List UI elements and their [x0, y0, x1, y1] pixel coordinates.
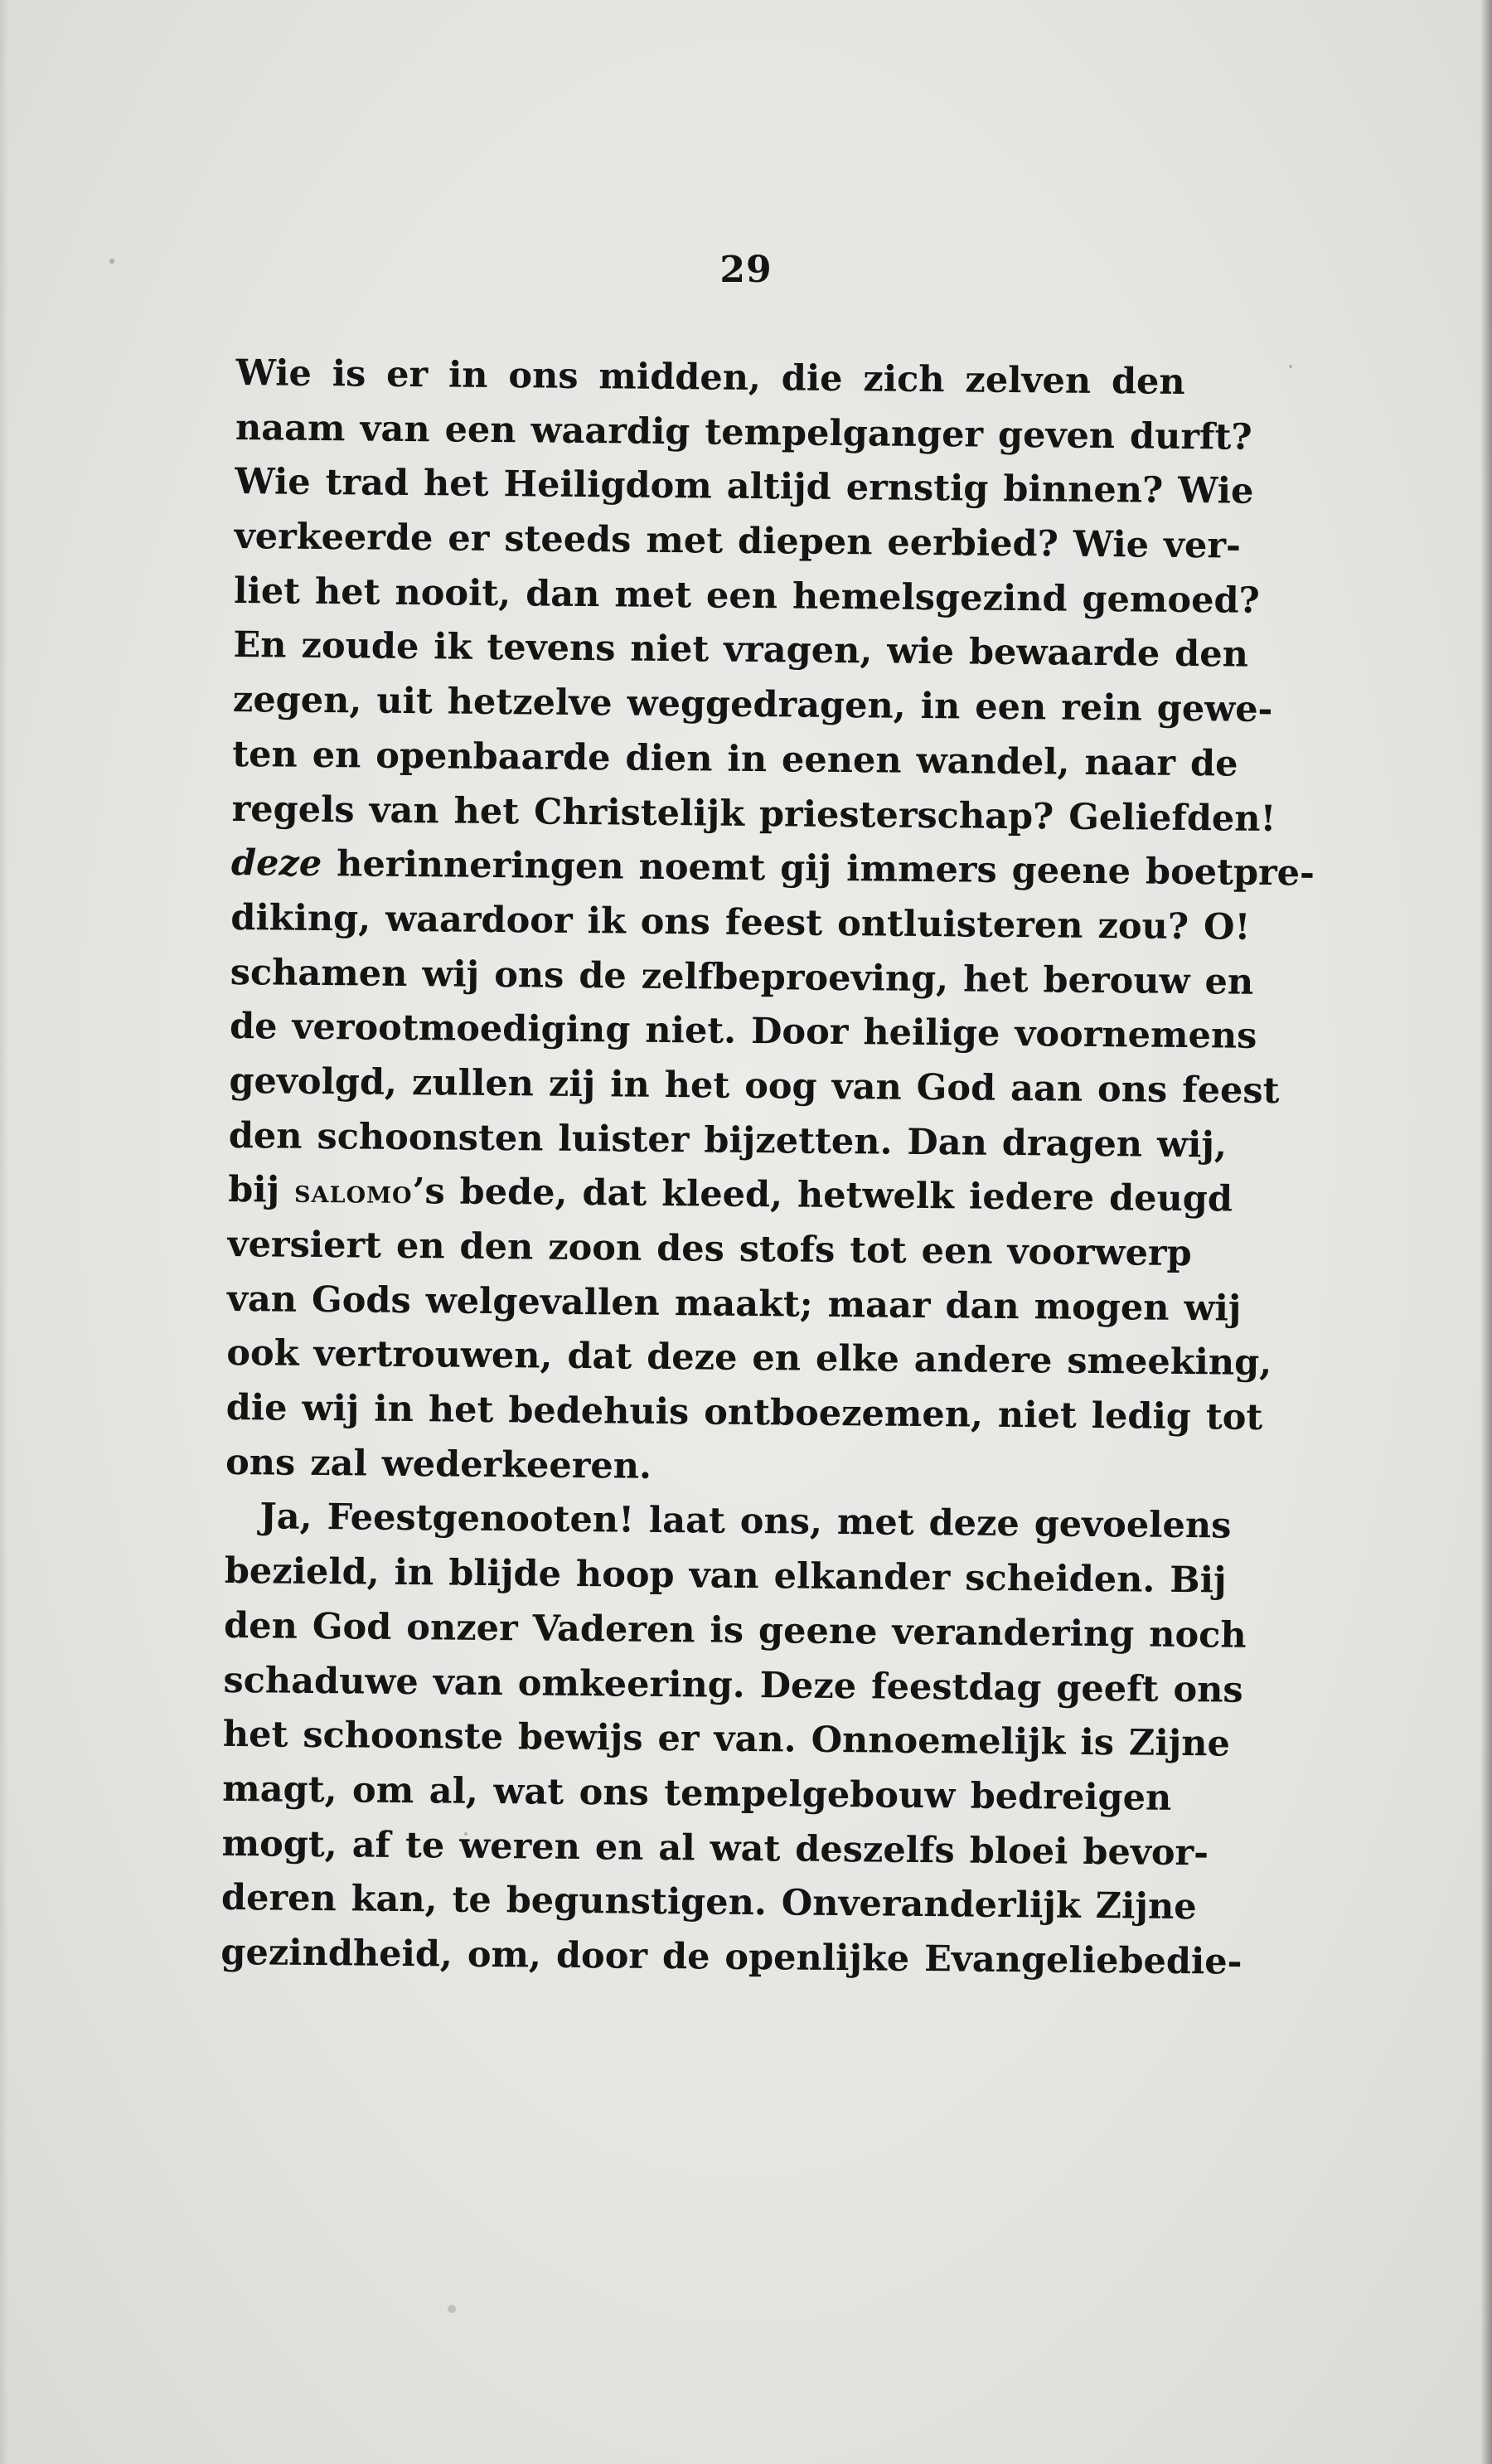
text-line: liet het nooit, dan met een hemelsgezind gemoed?	[233, 570, 1260, 622]
text-line: regels van het Christelijk priesterschap? Geliefden!	[231, 788, 1276, 840]
text-line: van Gods welgevallen maakt; maar dan mogen wij	[226, 1278, 1242, 1330]
text-line-paragraph-start: Ja, Feestgenooten! laat ons, met deze gevoelens	[259, 1496, 1232, 1548]
line-start: bij	[227, 1169, 295, 1212]
text-line: En zoude ik tevens niet vragen, wie bewaarde den	[233, 624, 1249, 677]
text-line: die wij in het bedehuis ontboezemen, niet ledig tot	[225, 1387, 1263, 1439]
text-line: den schoonsten luister bijzetten. Dan dragen wij,	[228, 1114, 1228, 1167]
text-line: naam van een waardig tempelganger geven durft?	[235, 406, 1252, 458]
text-line: schaduwe van omkeering. Deze feestdag geeft ons	[223, 1659, 1243, 1711]
text-line: diking, waardoor ik ons feest ontluisteren zou? O!	[230, 896, 1251, 948]
italic-word: deze	[230, 842, 322, 885]
paper-speck	[1289, 365, 1292, 368]
text-line: magt, om al, wat ons tempelgebouw bedreigen	[222, 1768, 1172, 1819]
text-line: Wie is er in ons midden, die zich zelven den	[235, 352, 1185, 403]
smallcaps-name: salomo	[293, 1172, 413, 1211]
text-line: verkeerde er steeds met diepen eerbied? Wie ver-	[234, 516, 1242, 567]
text-line: deren kan, te begunstigen. Onveranderlijk Zijne	[220, 1877, 1197, 1928]
text-line: zegen, uit hetzelve weggedragen, in een rein gewe-	[232, 679, 1273, 731]
text-line: bezield, in blijde hoop van elkander scheiden. Bij	[224, 1550, 1227, 1602]
text-line: gevolgd, zullen zij in het oog van God aan ons feest	[229, 1060, 1280, 1113]
body-text	[220, 347, 1315, 1990]
text-line: den God onzer Vaderen is geene verandering noch	[223, 1604, 1247, 1656]
text-line: ten en openbaarde dien in eenen wandel, naar de	[232, 733, 1238, 785]
text-line: gezindheid, om, door de openlijke Evangeliebedie-	[220, 1931, 1243, 1983]
text-line-smallcaps	[227, 1163, 1233, 1227]
page-number: 29	[719, 249, 773, 291]
line-remainder: herinneringen noemt gij immers geene boetpre-	[321, 843, 1315, 895]
text-line: ook vertrouwen, dat deze en elke andere smeeking,	[226, 1332, 1272, 1385]
text-line: schamen wij ons de zelfbeproeving, het berouw en	[230, 951, 1254, 1003]
page-left-shadow	[0, 0, 8, 2464]
text-line: het schoonste bewijs er van. Onnoemelijk is Zijne	[222, 1714, 1231, 1765]
line-remainder: ’s bede, dat kleed, hetwelk iedere deugd	[412, 1171, 1233, 1220]
text-line: mogt, af te weren en al wat deszelfs bloei bevor-	[221, 1822, 1209, 1874]
text-line: de verootmoediging niet. Door heilige voornemens	[229, 1006, 1257, 1058]
text-line-italic-start	[230, 837, 1315, 900]
text-line-paragraph-end: ons zal wederkeeren.	[225, 1441, 652, 1487]
paper-speck	[448, 2305, 456, 2313]
text-line: Wie trad het Heiligdom altijd ernstig binnen? Wie	[235, 461, 1254, 513]
page-right-shadow	[1480, 0, 1492, 2464]
text-line: versiert en den zoon des stofs tot een voorwerp	[227, 1223, 1192, 1275]
